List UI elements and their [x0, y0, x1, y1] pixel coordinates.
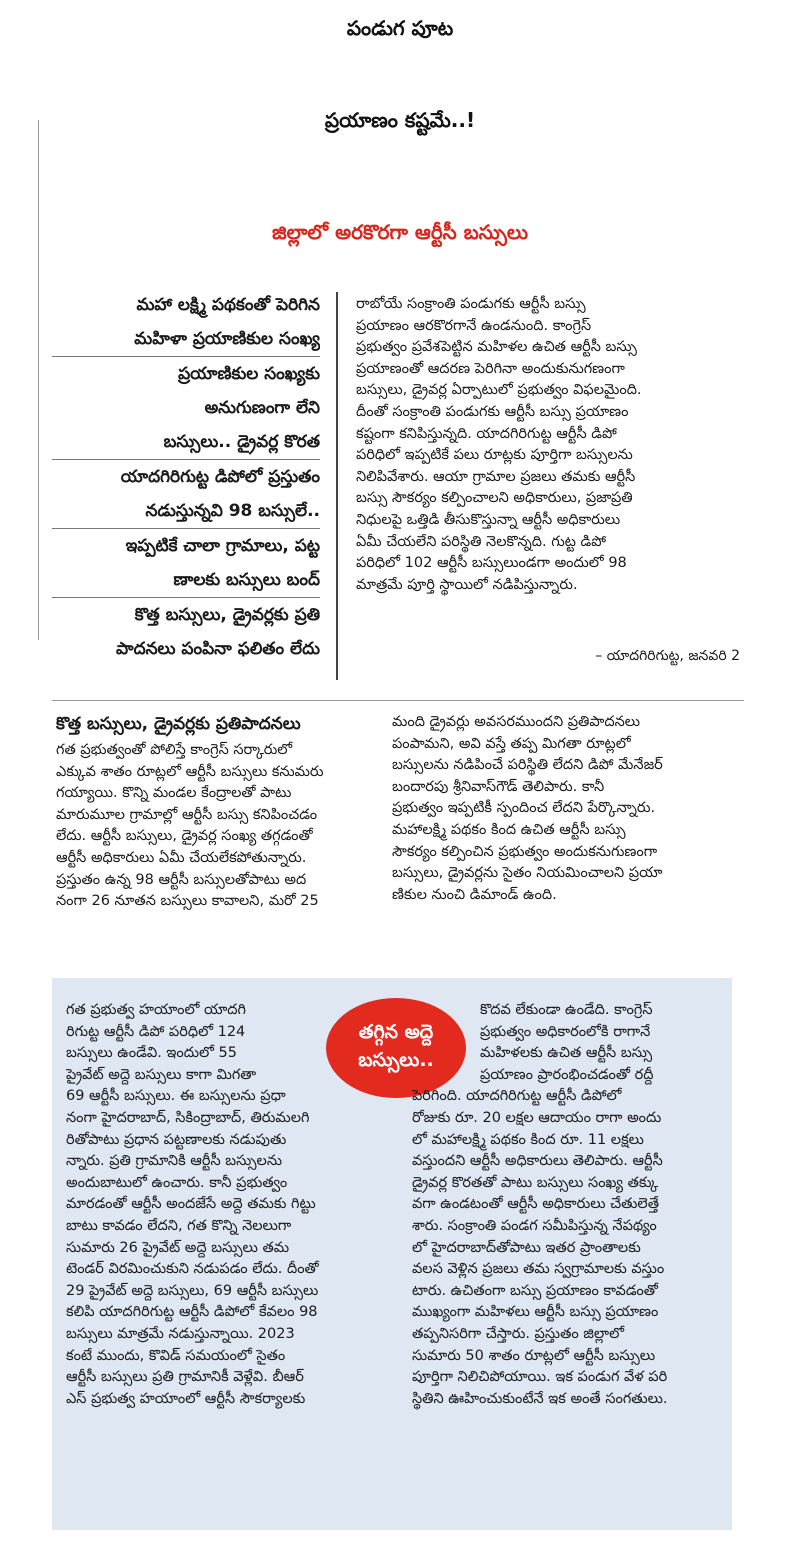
text-line: ప్రయాణం ఆరకొరగానే ఉండనుంది. కాంగ్రెస్ — [356, 317, 592, 334]
text-line: గయ్యాయి. కొన్ని మండల కేంద్రాలతో పాటు — [56, 785, 292, 802]
text-line: మంది డ్రైవర్లు అవసరముందని ప్రతిపాదనలు — [392, 714, 641, 730]
text-line: సుమారు 50 శాతం రూట్లలో ఆర్టీసీ బస్సులు — [412, 1347, 656, 1364]
text-line: ఏమీ చేయలేని పరిస్థితి నెలకొన్నది. గుట్ట డిపో — [356, 533, 607, 550]
highlight-line: మహా లక్ష్మి పథకంతో పెరిగిన — [136, 295, 320, 315]
text-line: గత ప్రభుత్వ హయాంలో యాదగి — [66, 1002, 246, 1018]
text-line: రోజుకు రూ. 20 లక్షల ఆదాయం రాగా అందు — [412, 1109, 662, 1126]
text-line: కొదవ లేకుండా ఉండేది. కాంగ్రెస్ — [480, 1002, 653, 1018]
highlight-line: ఇప్పటికే చాలా గ్రామాలు, పట్ట — [125, 536, 320, 556]
text-line: న్నారు. ప్రతి గ్రామానికి ఆర్టీసీ బస్సులను — [66, 1153, 283, 1170]
text-line: లో హైదరాబాద్‌తోపాటు ఇతర ప్రాంతాలకు — [412, 1239, 641, 1256]
text-line: పూర్తిగా నిలిచిపోయాయి. ఇక పండుగ వేళ పరి — [412, 1369, 668, 1386]
highlight-line: మహిళా ప్రయాణికుల సంఖ్య — [52, 322, 320, 357]
text-line: కంటే ముందు, కొవిడ్ సమయంలో సైతం — [66, 1347, 286, 1364]
text-line: స్థితిని ఊహించుకుంటేనే ఇక అంతే సంగతులు. — [412, 1390, 668, 1407]
box-left-column — [66, 1000, 386, 1410]
text-line: బందారపు శ్రీనివాస్‌గౌడ్ తెలిపారు. కానీ — [392, 778, 605, 795]
text-line: వలస వెళ్లిన ప్రజలు తమ స్వగ్రామాలకు వస్తుం — [412, 1261, 665, 1278]
text-line: సౌకర్యం కల్పించిన ప్రభుత్వం అందుకనుగుణంగా — [392, 843, 658, 860]
text-line: ఆర్టీసీ అధికారులు ఏమీ చేయలేకపోతున్నారు. — [56, 849, 307, 866]
text-line: ఎక్కువ శాతం రూట్లలో ఆర్టీసీ బస్సులు కనుమరు — [56, 763, 324, 780]
text-line: వగా ఉండటంతో ఆర్టీసీ అధికారులు చేతులెత్తే — [412, 1196, 659, 1213]
text-line: అందుబాటులో ఉంచారు. కానీ ప్రభుత్వం — [66, 1174, 288, 1191]
headline-line-1: పండుగ పూట — [346, 16, 454, 40]
text-line: ప్రభుత్వం అధికారంలోకి రాగానే — [480, 1023, 651, 1040]
text-line: దీంతో సంక్రాంతి పండుగకు ఆర్టీసీ బస్సు ప్రయాణం — [356, 403, 629, 420]
text-line: రితోపాటు ప్రధాన పట్టణాలకు నడుపుతు — [66, 1131, 287, 1148]
text-line: టారు. ఉచితంగా బస్సు ప్రయాణం కావడంతో — [412, 1282, 658, 1299]
text-line: డ్రైవర్ల కొరతతో పాటు బస్సులు సంఖ్య తక్కు — [412, 1174, 659, 1191]
text-line: పరిధిలో 102 ఆర్టీసీ బస్సులుండగా అందులో 98 — [356, 555, 627, 572]
text-line: పంపామని, అవి వస్తే తప్ప మిగతా రూట్లలో — [392, 735, 631, 752]
text-line: ణికుల నుంచి డిమాండ్ ఉంది. — [392, 886, 557, 903]
section-heading: కొత్త బస్సులు, డ్రైవర్లకు ప్రతిపాదనలు — [56, 714, 301, 734]
section-right-column — [392, 712, 742, 906]
text-line: నిధులపై ఒత్తిడి తీసుకొస్తున్నా ఆర్టీసీ అధికారులు — [356, 511, 621, 528]
highlight-line: నడుస్తున్నవి 98 బస్సులే.. — [52, 494, 320, 529]
text-line: బస్సులు మాత్రమే నడుస్తున్నాయి. 2023 — [66, 1325, 295, 1342]
text-line: కష్టంగా కనిపిస్తున్నది. యాదగిరిగుట్ట ఆర్టీసీ డిపో — [356, 425, 617, 442]
text-line: ప్రైవేట్ అద్దె బస్సులు కాగా మిగతా — [66, 1066, 257, 1083]
text-line: మహాలక్ష్మి పథకం కింద ఉచిత ఆర్టీసీ బస్సు — [392, 821, 626, 838]
text-line: రాబోయే సంక్రాంతి పండుగకు ఆర్టీసీ బస్సు — [356, 296, 586, 312]
text-line: సుమారు 26 ప్రైవేట్ అద్దె బస్సులు తమ — [66, 1239, 290, 1256]
column-divider — [336, 292, 338, 680]
text-line: 69 ఆర్టీసీ బస్సులు. ఈ బస్సులను ప్రధా — [66, 1088, 286, 1105]
text-line: బస్సులు ఉండేవి. ఇందులో 55 — [66, 1045, 237, 1062]
text-line: మహిళలకు ఉచిత ఆర్టీసీ బస్సు — [480, 1045, 653, 1062]
text-line: ఆర్టీసీ బస్సులు ప్రతి గ్రామానికీ వెళ్లేవి. బీఆర్ — [66, 1369, 304, 1386]
badge-reduced-rental-buses: తగ్గిన అద్దె బస్సులు.. — [326, 998, 466, 1098]
text-line: వస్తుందని ఆర్టీసీ అధికారులు తెలిపారు. ఆర్టీసీ — [412, 1153, 663, 1170]
highlight-line: ణాలకు బస్సులు బంద్ — [52, 563, 320, 598]
intro-paragraph — [356, 294, 740, 596]
text-line: ప్రయాణం ప్రారంభించడంతో రద్దీ — [480, 1066, 654, 1083]
text-line: మాత్రమే పూర్తి స్థాయిలో నడిపిస్తున్నారు. — [356, 576, 578, 593]
highlights-column — [52, 288, 320, 666]
text-line: తప్పనిసరిగా చేస్తారు. ప్రస్తుతం జిల్లాలో — [412, 1325, 625, 1342]
highlight-line: బస్సులు.. డ్రైవర్ల కొరత — [52, 425, 320, 460]
text-line: 29 ప్రైవేట్ అద్దె బస్సులు, 69 ఆర్టీసీ బస్సులు — [66, 1282, 319, 1299]
subheadline: జిల్లాలో అరకొరగా ఆర్టీసీ బస్సులు — [272, 220, 528, 244]
text-line: ప్రస్తుతం ఉన్న 98 ఆర్టీసీ బస్సులతోపాటు అద — [56, 871, 307, 888]
text-line: ప్రభుత్వం ఇప్పటికీ స్పందించ లేదని పేర్కొన్నారు. — [392, 800, 656, 817]
highlight-line: అనుగుణంగా లేని — [204, 398, 320, 418]
text-line: టెండర్ విరమించుకుని నడుపడం లేదు. దీంతో — [66, 1261, 319, 1278]
section-left-column — [56, 740, 374, 913]
text-line: లో మహాలక్ష్మి పథకం కింద రూ. 11 లక్షలు — [412, 1131, 644, 1148]
text-line: పరిధిలో ఇప్పటికే పలు రూట్లకు పూర్తిగా బస్సులను — [356, 447, 633, 464]
text-line: రిగుట్ట ఆర్టీసీ డిపో పరిధిలో 124 — [66, 1023, 246, 1040]
text-line: ముఖ్యంగా మహిళలు ఆర్టీసీ బస్సు ప్రయాణం — [412, 1304, 659, 1321]
highlight-line: యాదగిరిగుట్ట డిపోలో ప్రస్తుతం — [120, 467, 320, 487]
text-line: నంగా హైదరాబాద్, సికింద్రాబాద్, తిరుమలగి — [66, 1109, 310, 1126]
text-line: ప్రయాణంతో ఆదరణ పెరిగినా అందుకునుగణంగా — [356, 360, 625, 377]
text-line: కలిపి యాదగిరిగుట్ట ఆర్టీసీ డిపోలో కేవలం 98 — [66, 1304, 318, 1321]
highlight-line: పాదనలు పంపినా ఫలితం లేదు — [116, 639, 320, 659]
text-line: ప్రభుత్వం ప్రవేశపెట్టిన మహిళల ఉచిత ఆర్టీసీ బస్సు — [356, 339, 637, 356]
box-right-column — [412, 1000, 732, 1410]
text-line: బస్సు సౌకర్యం కల్పించాలని అధికారులు, ప్రజాప్రతి — [356, 490, 633, 507]
highlight-line: కొత్త బస్సులు, డ్రైవర్లకు ప్రతి — [134, 605, 320, 625]
text-line: నంగా 26 నూతన బస్సులు కావాలని, మరో 25 — [56, 893, 319, 910]
text-line: ఎస్ ప్రభుత్వ హయాంలో ఆర్టీసీ సౌకర్యాలకు — [66, 1390, 306, 1407]
text-line: నిలిపివేశారు. ఆయా గ్రామాల ప్రజలు తమకు ఆర్టీసీ — [356, 468, 636, 485]
text-line: మారుమూల గ్రామాల్లో ఆర్టీసీ బస్సు కనిపించడం — [56, 806, 318, 823]
text-line: బస్సులు, డ్రైవర్లను సైతం నియమించాలని ప్రయా — [392, 865, 663, 882]
page-rule-left — [38, 120, 39, 640]
highlight-line: ప్రయాణికుల సంఖ్యకు — [178, 364, 320, 384]
section-rule — [52, 700, 744, 701]
dateline: – యాదగిరిగుట్ట, జనవరి 2 — [595, 648, 740, 664]
text-line: బాటు కావడం లేదని, గత కొన్ని నెలలుగా — [66, 1217, 292, 1234]
text-line: బస్సులను నడిపించే పరిస్థితి లేదని డిపో మేనేజర్ — [392, 757, 663, 774]
text-line: మారడంతో ఆర్టీసీ అందజేసే అద్దె తమకు గిట్టు — [66, 1196, 316, 1213]
text-line: లేదు. ఆర్టీసీ బస్సులు, డ్రైవర్ల సంఖ్య తగ్గడంతో — [56, 828, 313, 845]
text-line: బస్సులు, డ్రైవర్ల ఏర్పాటులో ప్రభుత్వం విఫలమైంది. — [356, 382, 642, 399]
headline-line-2: ప్రయాణం కష్టమే..! — [324, 108, 476, 132]
text-line: పెరిగింది. యాదగిరిగుట్ట ఆర్టీసీ డిపోలో — [412, 1088, 622, 1105]
text-line: గత ప్రభుత్వంతో పోలిస్తే కాంగ్రెస్ సర్కారులో — [56, 742, 293, 758]
text-line: శారు. సంక్రాంతి పండగ సమీపిస్తున్న నేపథ్యం — [412, 1217, 657, 1234]
